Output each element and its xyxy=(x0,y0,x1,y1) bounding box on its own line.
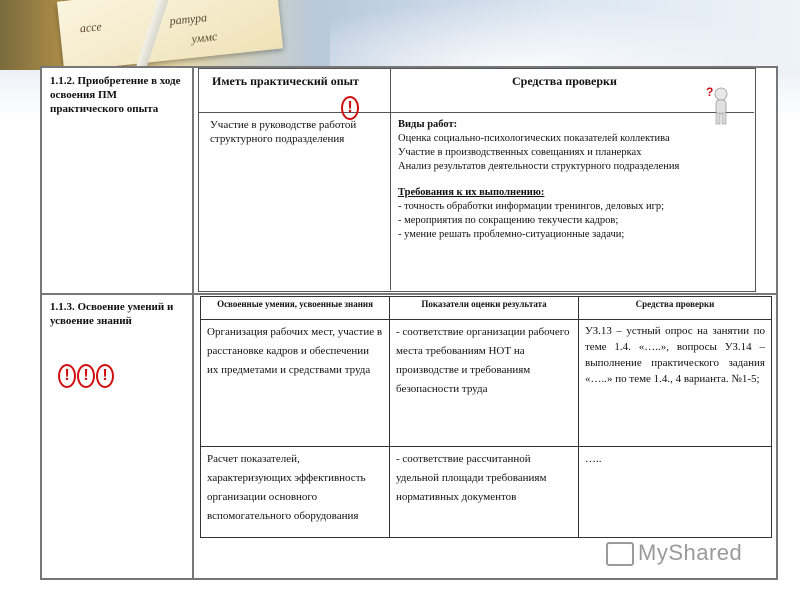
requirements-title: Требования к их выполнению: xyxy=(398,187,545,198)
svg-text:?: ? xyxy=(706,85,714,99)
paper-image xyxy=(57,0,283,70)
work-type-item: Участие в производственных совещаниях и планерках xyxy=(398,147,642,158)
table-row xyxy=(201,320,772,447)
header-banner xyxy=(0,0,800,70)
alert-icon: ! xyxy=(58,364,76,388)
row1-title: 1.1.2. Приобретение в ходе освоения ПМ практического опыта xyxy=(50,75,181,115)
left-column-divider xyxy=(192,68,194,578)
work-type-item: Анализ результатов деятельности структурного подразделения xyxy=(398,161,680,172)
alert-icon: ! xyxy=(341,96,359,120)
indicator-header: Показатели оценки результата xyxy=(390,297,579,320)
experience-text: Участие в руководстве работой структурного подразделения xyxy=(210,119,357,145)
work-type-item: Оценка социально-психологических показателей коллектива xyxy=(398,133,670,144)
row2-title: 1.1.3. Освоение умений и усвоение знаний xyxy=(50,301,174,327)
presentation-icon xyxy=(606,542,634,566)
header-glow xyxy=(330,0,800,70)
alert-icon: ! xyxy=(77,364,95,388)
main-table xyxy=(40,66,778,580)
check-cell: УЗ.13 – устный опрос на занятии по теме 1.4. «…..», вопросы УЗ.14 – выполнение практического задания «…..» по теме 1.4., 4 варианта. №1-5; xyxy=(579,320,772,447)
requirement-item: - умение решать проблемно-ситуационные задачи; xyxy=(398,229,625,240)
requirement-item: - мероприятия по сокращению текучести кадров; xyxy=(398,215,619,226)
check-header: Средства проверки xyxy=(512,74,617,88)
check-content xyxy=(398,118,748,242)
skills-header: Освоенные умения, усвоенные знания xyxy=(201,297,390,320)
alerts-group xyxy=(58,364,128,390)
check-header-2: Средства проверки xyxy=(579,297,772,320)
indicator-cell: - соответствие организации рабочего места требованиям НОТ на производстве и требованиям безопасности труда xyxy=(390,320,579,447)
skills-table xyxy=(200,296,772,538)
logo-text: MyShared xyxy=(638,540,743,565)
myshared-logo xyxy=(606,540,742,566)
table-row xyxy=(201,447,772,538)
skill-cell: Расчет показателей, характеризующих эффективность организации основного вспомогательного оборудования xyxy=(201,447,390,538)
thinking-figure-icon xyxy=(704,82,734,126)
paper-word-1: ассе xyxy=(79,19,103,36)
experience-header-divider xyxy=(198,112,754,113)
requirement-item: - точность обработки информации тренингов, деловых игр; xyxy=(398,201,665,212)
skill-cell: Организация рабочих мест, участие в расстановке кадров и обеспечении их предметами и средствами труда xyxy=(201,320,390,447)
experience-header: Иметь практический опыт xyxy=(212,74,359,88)
paper-word-3: уммс xyxy=(190,29,218,46)
alert-icon: ! xyxy=(96,364,114,388)
paper-word-2: ратура xyxy=(168,10,208,28)
indicator-cell: - соответствие рассчитанной удельной площади требованиям нормативных документов xyxy=(390,447,579,538)
skills-header-row xyxy=(201,297,772,320)
work-types-title: Виды работ: xyxy=(398,119,458,130)
experience-col-divider xyxy=(390,68,391,290)
row-divider xyxy=(42,293,776,295)
check-cell: ….. xyxy=(579,447,772,538)
